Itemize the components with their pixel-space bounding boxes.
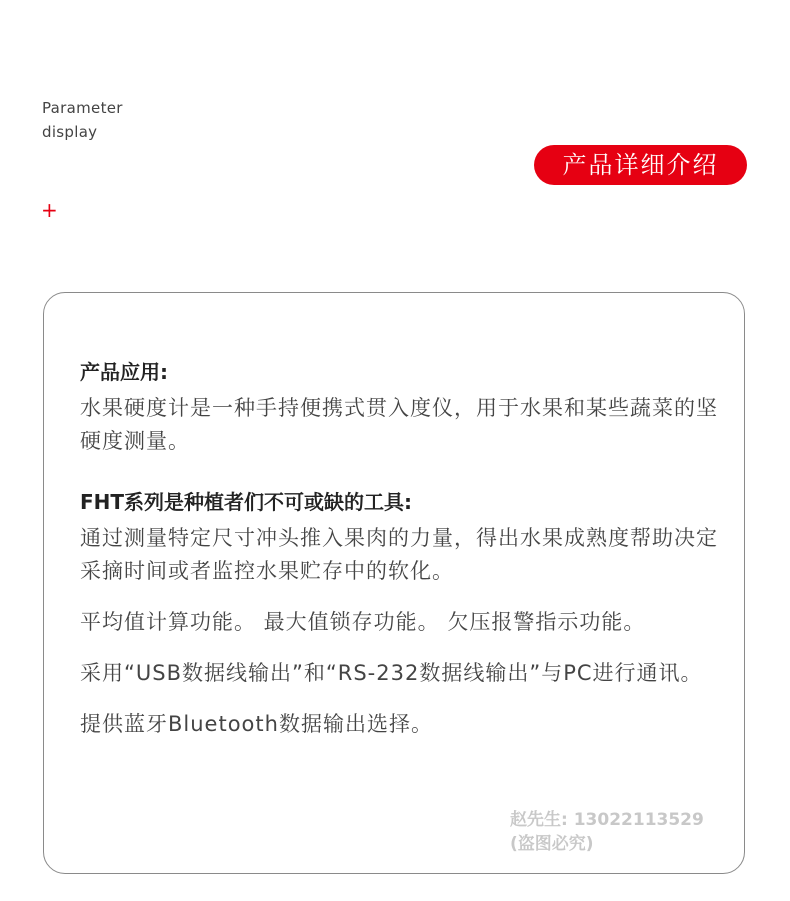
param-label-line2: display bbox=[42, 123, 98, 141]
application-heading: 产品应用: bbox=[80, 360, 168, 384]
application-text: 水果硬度计是一种手持便携式贯入度仪，用于水果和某些蔬菜的坚硬度测量。 bbox=[80, 396, 718, 453]
bluetooth-text: 提供蓝牙Bluetooth数据输出选择。 bbox=[80, 712, 433, 736]
parameter-display-label bbox=[42, 96, 123, 144]
card-content bbox=[80, 356, 730, 741]
tool-heading: FHT系列是种植者们不可或缺的工具: bbox=[80, 490, 413, 514]
communication-text: 采用“USB数据线输出”和“RS-232数据线输出”与PC进行通讯。 bbox=[80, 661, 703, 685]
param-label-line1: Parameter bbox=[42, 99, 123, 117]
product-detail-title: 产品详细介绍 bbox=[534, 145, 747, 185]
contact-watermark bbox=[510, 808, 704, 856]
watermark-contact: 赵先生: 13022113529 bbox=[510, 810, 704, 830]
watermark-notice: (盗图必究) bbox=[510, 834, 594, 854]
plus-icon: + bbox=[41, 198, 58, 222]
features-text: 平均值计算功能。 最大值锁存功能。 欠压报警指示功能。 bbox=[80, 610, 646, 634]
tool-text: 通过测量特定尺寸冲头推入果肉的力量，得出水果成熟度帮助决定采摘时间或者监控水果贮存中的软化。 bbox=[80, 526, 718, 583]
